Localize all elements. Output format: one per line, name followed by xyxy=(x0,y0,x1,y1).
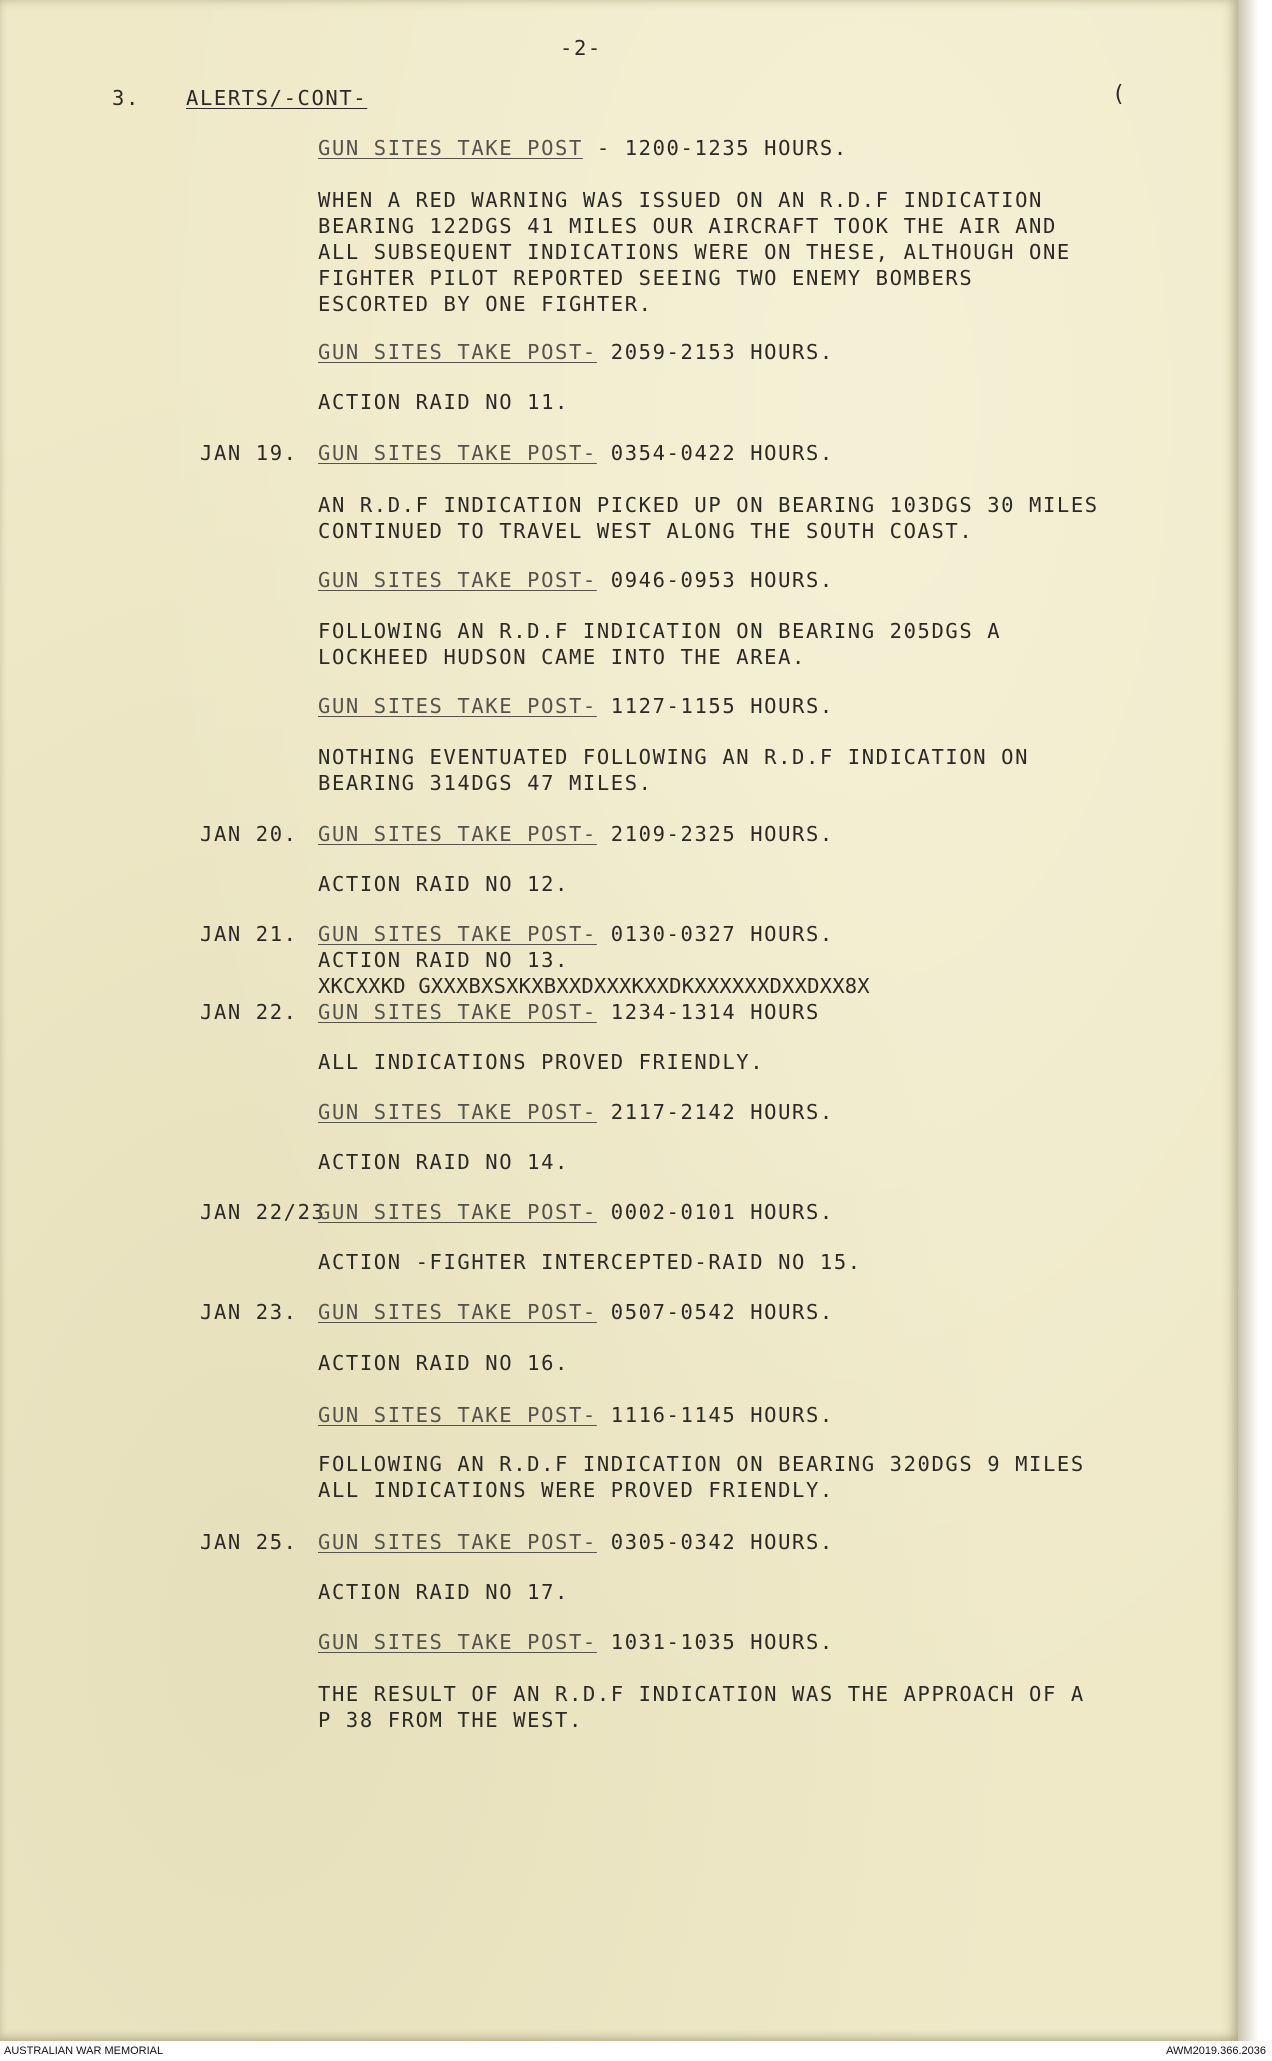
gun-sites-heading: GUN SITES TAKE POST- xyxy=(318,922,597,946)
line-text: 1116-1145 HOURS. xyxy=(596,1403,834,1427)
gun-sites-entry xyxy=(318,1100,834,1124)
gun-sites-entry xyxy=(318,1200,834,1224)
entry-text-line xyxy=(318,745,1029,769)
entry-text-line xyxy=(318,493,1099,517)
line-text: ACTION -FIGHTER INTERCEPTED-RAID NO 15. xyxy=(318,1250,862,1274)
entry-date: JAN 22. xyxy=(200,1000,298,1024)
entry-text-line xyxy=(318,292,653,316)
gun-sites-entry xyxy=(318,694,834,718)
gun-sites-entry xyxy=(318,568,834,592)
gun-sites-heading: GUN SITES TAKE POST xyxy=(318,136,583,160)
line-text: 1031-1035 HOURS. xyxy=(596,1630,834,1654)
line-text: ACTION RAID NO 12. xyxy=(318,872,569,896)
entry-date: JAN 19. xyxy=(200,441,298,465)
gun-sites-entry xyxy=(318,136,848,160)
section-title: ALERTS/-CONT- xyxy=(186,86,368,110)
entry-text-line xyxy=(318,1452,1085,1476)
entry-text-line xyxy=(318,1250,862,1274)
line-text: XKCXXKD GXXXBXSXKXBXXDXXXKXXDKXXXXXXDXXDXX8X xyxy=(318,974,870,998)
entry-text-line xyxy=(318,1050,764,1074)
corner-mark: ( xyxy=(1112,82,1126,107)
entry-text-line xyxy=(318,974,870,998)
entry-text-line xyxy=(318,872,569,896)
gun-sites-entry xyxy=(318,822,834,846)
entry-text-line xyxy=(318,390,569,414)
gun-sites-heading: GUN SITES TAKE POST- xyxy=(318,1200,597,1224)
entry-date: JAN 25. xyxy=(200,1530,298,1554)
gun-sites-entry xyxy=(318,1403,834,1427)
entry-date: JAN 23. xyxy=(200,1300,298,1324)
line-text: ACTION RAID NO 16. xyxy=(318,1351,569,1375)
scan-margin xyxy=(1238,0,1272,2041)
gun-sites-heading: GUN SITES TAKE POST- xyxy=(318,441,597,465)
footer-archive-name: AUSTRALIAN WAR MEMORIAL xyxy=(4,2045,164,2057)
entry-text-line xyxy=(318,266,973,290)
gun-sites-heading: GUN SITES TAKE POST- xyxy=(318,694,597,718)
entry-text-line xyxy=(318,1708,583,1732)
line-text: ACTION RAID NO 13. xyxy=(318,948,569,972)
gun-sites-entry xyxy=(318,1630,834,1654)
line-text: NOTHING EVENTUATED FOLLOWING AN R.D.F INDICATION ON xyxy=(318,745,1030,769)
gun-sites-entry xyxy=(318,1000,820,1024)
line-text: ALL SUBSEQUENT INDICATIONS WERE ON THESE, ALTHOUGH ONE xyxy=(318,240,1071,264)
line-text: BEARING 122DGS 41 MILES OUR AIRCRAFT TOOK THE AIR AND xyxy=(318,214,1057,238)
line-text: 1127-1155 HOURS. xyxy=(596,694,834,718)
section-number: 3. xyxy=(112,86,140,110)
gun-sites-heading: GUN SITES TAKE POST- xyxy=(318,1300,597,1324)
entry-text-line xyxy=(318,1150,569,1174)
line-text: ALL INDICATIONS PROVED FRIENDLY. xyxy=(318,1050,765,1074)
entry-text-line xyxy=(318,1478,834,1502)
gun-sites-entry xyxy=(318,1300,834,1324)
gun-sites-entry xyxy=(318,1530,834,1554)
entry-text-line xyxy=(318,1580,569,1604)
line-text: ALL INDICATIONS WERE PROVED FRIENDLY. xyxy=(318,1478,834,1502)
entry-text-line xyxy=(318,645,806,669)
entry-text-line xyxy=(318,214,1057,238)
footer-archive-id: AWM2019.366.2036 xyxy=(1166,2045,1266,2057)
line-text: - 1200-1235 HOURS. xyxy=(582,136,848,160)
line-text: 2109-2325 HOURS. xyxy=(596,822,834,846)
entry-text-line xyxy=(318,1682,1085,1706)
line-text: 2059-2153 HOURS. xyxy=(596,340,834,364)
gun-sites-heading: GUN SITES TAKE POST- xyxy=(318,1403,597,1427)
line-text: FIGHTER PILOT REPORTED SEEING TWO ENEMY BOMBERS xyxy=(318,266,974,290)
gun-sites-heading: GUN SITES TAKE POST- xyxy=(318,340,597,364)
gun-sites-entry xyxy=(318,922,834,946)
gun-sites-heading: GUN SITES TAKE POST- xyxy=(318,1630,597,1654)
gun-sites-entry xyxy=(318,441,834,465)
line-text: 0130-0327 HOURS. xyxy=(596,922,834,946)
gun-sites-heading: GUN SITES TAKE POST- xyxy=(318,1530,597,1554)
entry-date: JAN 21. xyxy=(200,922,298,946)
entry-text-line xyxy=(318,619,1001,643)
line-text: THE RESULT OF AN R.D.F INDICATION WAS THE APPROACH OF A xyxy=(318,1682,1085,1706)
line-text: 0305-0342 HOURS. xyxy=(596,1530,834,1554)
entry-text-line xyxy=(318,1351,569,1375)
line-text: 0354-0422 HOURS. xyxy=(596,441,834,465)
gun-sites-heading: GUN SITES TAKE POST- xyxy=(318,568,597,592)
entry-text-line xyxy=(318,519,973,543)
line-text: CONTINUED TO TRAVEL WEST ALONG THE SOUTH COAST. xyxy=(318,519,974,543)
page-number: -2- xyxy=(560,36,602,60)
line-text: BEARING 314DGS 47 MILES. xyxy=(318,771,653,795)
entry-text-line xyxy=(318,188,1043,212)
gun-sites-heading: GUN SITES TAKE POST- xyxy=(318,1000,597,1024)
line-text: FOLLOWING AN R.D.F INDICATION ON BEARING 320DGS 9 MILES xyxy=(318,1452,1085,1476)
entry-text-line xyxy=(318,240,1071,264)
gun-sites-entry xyxy=(318,340,834,364)
line-text: FOLLOWING AN R.D.F INDICATION ON BEARING 205DGS A xyxy=(318,619,1002,643)
line-text: ACTION RAID NO 14. xyxy=(318,1150,569,1174)
line-text: ACTION RAID NO 17. xyxy=(318,1580,569,1604)
entry-text-line xyxy=(318,771,653,795)
line-text: WHEN A RED WARNING WAS ISSUED ON AN R.D.F INDICATION xyxy=(318,188,1043,212)
line-text: P 38 FROM THE WEST. xyxy=(318,1708,583,1732)
entry-text-line xyxy=(318,948,569,972)
line-text: AN R.D.F INDICATION PICKED UP ON BEARING 103DGS 30 MILES xyxy=(318,493,1099,517)
line-text: 0946-0953 HOURS. xyxy=(596,568,834,592)
line-text: 1234-1314 HOURS xyxy=(596,1000,820,1024)
line-text: ACTION RAID NO 11. xyxy=(318,390,569,414)
line-text: ESCORTED BY ONE FIGHTER. xyxy=(318,292,653,316)
line-text: LOCKHEED HUDSON CAME INTO THE AREA. xyxy=(318,645,806,669)
line-text: 2117-2142 HOURS. xyxy=(596,1100,834,1124)
line-text: 0507-0542 HOURS. xyxy=(596,1300,834,1324)
entry-date: JAN 20. xyxy=(200,822,298,846)
gun-sites-heading: GUN SITES TAKE POST- xyxy=(318,1100,597,1124)
gun-sites-heading: GUN SITES TAKE POST- xyxy=(318,822,597,846)
line-text: 0002-0101 HOURS. xyxy=(596,1200,834,1224)
entry-date: JAN 22/23 xyxy=(200,1200,326,1224)
